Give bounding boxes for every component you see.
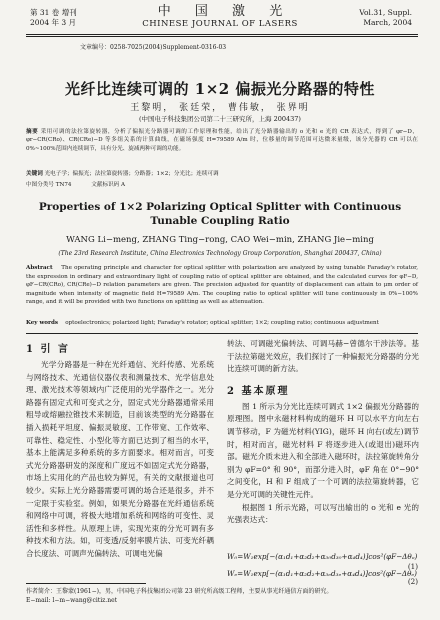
affiliation-en: (The 23rd Research Institute, China Electronics Technology Group Corporation, Shanghai 200437, China) xyxy=(58,250,382,257)
section-2-text2: 根据图 1 所示光路，可以写出输出的 o 光和 e 光的光强表达式： xyxy=(227,502,419,525)
abstract-cn-text: 采用可调的法拉第旋转器，分析了偏振光分路器可调的工作原理和性能，给出了光分路器输出的 o 光和 e 光的 CR 表达式，得到了 φr−D，φr−CR(CRo)、CR(CRe)−D 等多组关系的计算曲线，在磁场强度 H=79589 A/m 时，位移量的调节范围可达微米量级，该分光器的 CR 可以在 0%~100%范围内连续调节，具有分光、旋减两种可调的功能。 xyxy=(26,129,418,152)
article-number: 文章编号：0258-7025(2004)Supplement-0316-03 xyxy=(80,44,227,51)
right-column xyxy=(227,338,419,527)
footnote-author-bio: 作者简介：王黎蒙(1961−)，男，中国电子科技集团公司第 23 研究所高级工程师，主要从事光纤通信方面的研究。 xyxy=(26,588,333,595)
footnote-email: E−mail: l−m−wang@citiz.net xyxy=(26,597,118,604)
volume-en: Vol.31, Suppl. xyxy=(359,8,412,17)
section-1-continued: 转法、可调磁光偏转法、可调马赫−曾德尔干涉法等。基于法拉第磁光效应，我们探讨了一种偏振光分路器的分光比连续可调的新方法。 xyxy=(227,339,419,374)
abstract-rule xyxy=(26,333,418,334)
clc-number: 中图分类号 TN74 xyxy=(26,182,72,188)
section-2-heading: 2 基本原理 xyxy=(227,385,290,397)
equation-2-number: (2) xyxy=(407,577,418,586)
authors-cn: 王黎明， 张廷荣， 曹伟敏， 张界明 xyxy=(130,103,310,113)
abstract-cn-label: 摘要 xyxy=(26,129,39,135)
affiliation-cn: (中国电子科技集团公司第二十三研究所，上海 200437) xyxy=(139,115,301,123)
abstract-en-text: The operating principle and character for optical splitter with polarization are analyzed by using tunable Faraday's rotator, the expression in ordinary and extraordinary light of coupling ratio of optical splitter are obtained, and the calculated curves for φF−D, φF−CR(CRo), CR(CRe)−D relation parameters are given. The precision adjusted for quantity of displacement can attain to μm order of magnitude when intensity of magnetic field H=79589 A/m. The coupling ratio to optical splitter will tune continuously in 0%−100% range, and it will be provided with two functions on splitting as well as attenuation. xyxy=(26,265,419,306)
abstract-en xyxy=(26,264,418,307)
authors-en: WANG Li−meng, ZHANG Ting−rong, CAO Wei−min, ZHANG Jie−ming xyxy=(66,235,374,245)
title-cn: 光纤比连续可调的 1×2 偏振光分路器的特性 xyxy=(65,80,375,98)
date-en: March, 2004 xyxy=(363,18,412,27)
footnote xyxy=(26,587,418,605)
equation-1-number: (1) xyxy=(407,562,418,571)
document-code: 文献标识码 A xyxy=(91,182,126,188)
footnote-rule xyxy=(26,583,146,584)
abstract-en-label: Abstract xyxy=(26,265,53,271)
equation-1: W₀=W₁exp[−(α₁d₁+α₂d₂+α₃₀d₃₀+α₄d₄)]cos²(φF−Δθₒ) xyxy=(227,552,418,561)
section-1 xyxy=(26,340,214,561)
keywords-cn-text: 光电子学；偏振光；法拉第旋转器；分路器；1×2；分光比；连续可调 xyxy=(44,171,219,177)
header-volume-en xyxy=(359,8,412,28)
journal-name-cn: 中 国 激 光 xyxy=(157,4,293,19)
keywords-en-label: Key words xyxy=(26,320,59,326)
keywords-en-text: optoelectronics; polarized light; Faraday's rotator; optical splitter; 1×2; coupling ratio; continuous adjustment xyxy=(65,320,379,326)
keywords-cn-label: 关键词 xyxy=(26,171,43,177)
section-1-heading: 1 引 言 xyxy=(26,344,70,355)
keywords-cn xyxy=(26,169,418,177)
title-en-line2: Tunable Coupling Ratio xyxy=(150,215,290,227)
equation-2: Wₑ=W₁exp[−(α₁d₁+α₂d₂+α₃ₑd₃ₑ+α₄d₄)]cos²(φF−Δθₑ) xyxy=(227,569,417,578)
journal-name-en: CHINESE JOURNAL OF LASERS xyxy=(142,19,298,29)
classification-cn xyxy=(26,180,418,188)
header-rule xyxy=(26,34,418,35)
section-2-text: 图 1 所示为分光比连续可调式 1×2 偏振光分路器的原理图。图中永磁材料构成的磁环 H 可以水平方向左右调节移动，F 为磁光材料(YIG)，磁环 H 向右(或左)调节时，相对而言，磁光材料 F 将逐步进入(或退出)磁环内部。磁光介质未进入和全部进入磁环时，法拉第旋转角分别为 φF=0° 和 90°，而部分进入时，φF 角在 0°−90°之间变化，H 和 F 组成了一个可调的法拉第旋转器，它是分光可调的关键性元件。 xyxy=(227,401,419,499)
header-rule-thin xyxy=(26,36,418,37)
title-en-line1: Properties of 1×2 Polarizing Optical Splitter with Continuous xyxy=(38,201,402,213)
title-en xyxy=(0,200,440,228)
date-cn: 2004 年 3 月 xyxy=(30,18,77,27)
section-1-text: 光学分路器是一种在光纤通信、光纤传感、光系统与网络技术、光通信仪器仪表和测量技术、光学信息处理、激光技术等领域内广泛使用的光学器件之一。光分路器有固定式和可变式之分，固定式光分路器通常采用粗导或熔融拉锥技术来制造，目前该类型的光分路器在插入损耗平坦度、偏振灵敏度、工作带宽、工作效率、可靠性、稳定性、小型化等方面已达到了相当的水平，基本上能满足多种系统的多方面要求。相对而言，可变式光分路器研发的深度和广度远不如固定式光分路器，市场上实用化的产品也较为鲜见，有关的文献报道也可较少。实际上光分路器需要可调的场合还是很多，并不一定限于实验室。例如，如果光分路器在光纤通信系统和网络中可调，将极大地增加系统和网络的可变性、灵活性和多样性。从原理上讲，实现光束的分光可调有多种技术和方法。如，可变透/反射率膜片法、可变光纤耦合长度法、可调声光偏转法、可调电光偏 xyxy=(26,360,214,558)
volume-cn: 第 31 卷 增刊 xyxy=(30,8,77,17)
keywords-en xyxy=(26,320,418,326)
abstract-cn xyxy=(26,128,418,153)
